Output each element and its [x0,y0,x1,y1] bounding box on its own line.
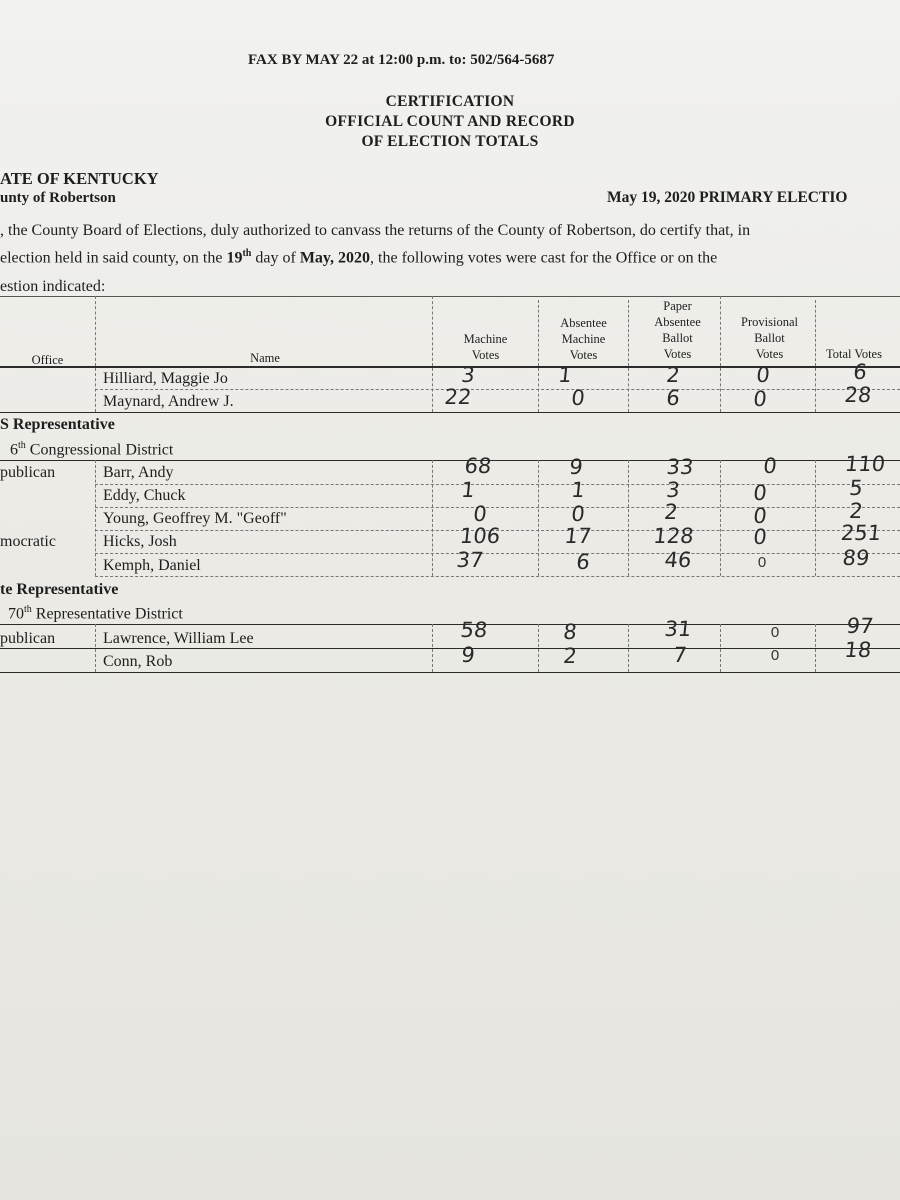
cert-text-2f: , the following votes were cast for the Office or on the [370,249,718,267]
total-votes: 251 [839,521,883,545]
row-divider [95,460,96,576]
cert-text-2c: th [242,248,252,259]
provisional-votes: 0 [755,363,771,387]
total-votes: 6 [852,360,868,384]
col-header-paper-1: Paper [663,299,692,313]
election-date: May 19, 2020 PRIMARY ELECTIO [607,189,848,206]
district-num: 70 [8,605,24,623]
title-line-3: OF ELECTION TOTALS [361,133,539,150]
machine-votes: 22 [443,385,473,409]
row-divider [815,460,816,576]
row-divider [720,460,721,576]
title-line-1: CERTIFICATION [385,93,515,110]
col-header-absentee-3: Votes [569,348,598,362]
district-state [8,604,183,623]
col-header-paper-4: Votes [663,347,692,361]
provisional-votes: 0 [752,481,768,505]
col-header-absentee-machine [536,315,631,363]
state-name: ATE OF KENTUCKY [0,169,159,188]
paper-votes: 3 [665,478,681,502]
provisional-votes: 0 [770,647,780,664]
district-sup: th [24,604,32,615]
provisional-votes: 0 [752,525,768,549]
absentee-votes: 2 [562,644,578,668]
machine-votes: 9 [460,643,476,667]
col-header-machine-2: Votes [471,348,500,362]
cert-text-line-1: , the County Board of Elections, duly authorized to canvass the returns of the County of Robertson, do certify that, in [0,222,751,239]
section-title-us-rep: S Representative [0,416,115,433]
candidate-name: Conn, Rob [103,653,173,670]
absentee-votes: 8 [562,620,578,644]
absentee-votes: 1 [570,478,586,502]
provisional-votes: 0 [770,624,780,641]
provisional-votes: 0 [762,454,778,478]
county-name: unty of Robertson [0,190,116,206]
col-header-paper-absentee [630,298,725,362]
table-top-rule [0,296,900,297]
col-header-machine-1: Machine [463,332,508,346]
district-num: 6 [10,441,18,459]
machine-votes: 0 [472,502,488,526]
paper-votes: 31 [663,617,693,641]
machine-votes: 1 [460,478,476,502]
absentee-votes: 17 [563,524,593,548]
party-label: publican [0,464,56,481]
provisional-votes: 0 [757,554,767,571]
col-header-office: Office [31,353,64,367]
district-sup: th [18,440,26,451]
col-header-paper-2: Absentee [654,315,701,329]
row-rule [0,412,900,413]
paper-votes: 128 [652,524,695,548]
col-header-provisional [722,314,817,362]
candidate-name: Hilliard, Maggie Jo [103,370,228,387]
candidate-name: Eddy, Chuck [103,487,186,504]
provisional-votes: 0 [752,504,768,528]
fax-instruction: FAX BY MAY 22 at 12:00 p.m. to: 502/564-5687 [248,52,555,68]
paper-votes: 6 [665,386,681,410]
row-divider [628,368,629,412]
absentee-votes: 0 [570,386,586,410]
section-title-state-rep: te Representative [0,581,119,598]
row-divider [538,460,539,576]
district-us [10,440,173,459]
cert-text-2a: election held in said county, on the [0,249,227,267]
cert-text-line-3: estion indicated: [0,278,106,295]
row-divider [628,460,629,576]
col-header-machine [438,331,533,363]
row-rule [95,576,900,577]
machine-votes: 3 [460,363,476,387]
paper-votes: 46 [663,548,693,572]
total-votes: 28 [843,383,873,407]
total-votes: 18 [843,638,873,662]
col-header-provisional-2: Ballot [754,331,785,345]
cert-text-line-2 [0,248,717,267]
total-votes: 2 [848,499,864,523]
provisional-votes: 0 [752,387,768,411]
absentee-votes: 0 [570,502,586,526]
row-divider [432,460,433,576]
paper-votes: 33 [665,455,695,479]
col-header-paper-3: Ballot [662,331,693,345]
paper-votes: 7 [672,643,688,667]
candidate-name: Hicks, Josh [103,533,177,550]
absentee-votes: 9 [568,455,584,479]
paper-votes: 2 [663,500,679,524]
cert-text-2d: day of [251,249,300,267]
col-header-provisional-1: Provisional [741,315,798,329]
col-header-absentee-2: Machine [561,332,606,346]
candidate-name: Barr, Andy [103,464,174,481]
cert-text-2b: 19 [226,249,243,267]
total-votes: 5 [848,476,864,500]
row-divider [720,368,721,412]
candidate-name: Lawrence, William Lee [103,630,254,647]
party-label: publican [0,630,56,647]
col-header-name: Name [250,351,280,365]
total-votes: 110 [843,452,887,476]
total-votes: 89 [841,546,871,570]
col-header-absentee-1: Absentee [560,316,607,330]
candidate-name: Kemph, Daniel [103,557,201,574]
title-line-2: OFFICIAL COUNT AND RECORD [325,113,575,130]
machine-votes: 68 [463,454,493,478]
total-votes: 97 [845,614,875,638]
candidate-name: Young, Geoffrey M. "Geoff" [103,510,287,527]
district-text: Congressional District [25,441,174,459]
machine-votes: 58 [459,618,489,642]
col-header-provisional-3: Votes [755,347,784,361]
absentee-votes: 6 [575,550,591,574]
cert-text-2e: May, 2020 [299,249,371,267]
absentee-votes: 1 [557,363,573,387]
machine-votes: 106 [458,524,502,548]
district-text: Representative District [31,605,183,623]
machine-votes: 37 [455,548,485,572]
row-divider [815,368,816,412]
party-label: mocratic [0,533,56,550]
row-rule [0,672,900,673]
col-header-total: Total Votes [826,347,882,361]
candidate-name: Maynard, Andrew J. [103,393,234,410]
row-divider [95,368,96,412]
paper-votes: 2 [665,363,681,387]
